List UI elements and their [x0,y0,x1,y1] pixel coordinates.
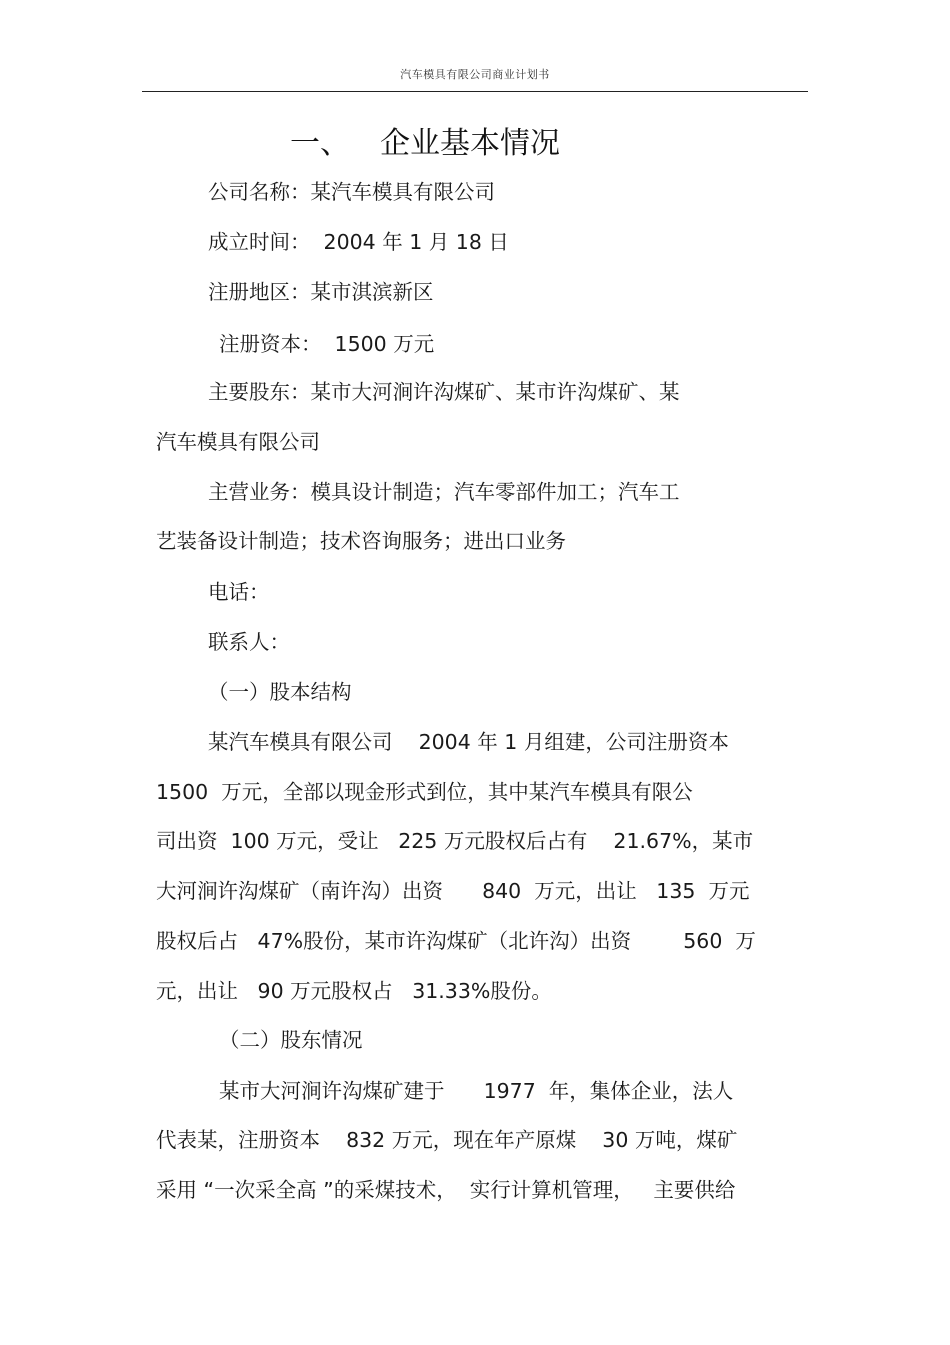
header-divider [142,91,808,92]
shareholders-paragraph-line: 某市大河涧许沟煤矿建于 1977 年，集体企业，法人 [219,1079,734,1103]
company-name-line: 公司名称：某汽车模具有限公司 [208,180,495,204]
shareholders-paragraph-line: 代表某，注册资本 832 万元，现在年产原煤 30 万吨，煤矿 [156,1128,738,1152]
contact-line: 联系人： [208,630,290,654]
shareholders-paragraph-line: 采用 “一次采全高 ”的采煤技术， 实行计算机管理， 主要供给 [156,1178,736,1202]
equity-heading: （一）股本结构 [208,680,352,704]
running-header: 汽车模具有限公司商业计划书 [400,68,550,81]
business-line-2: 艺装备设计制造；技术咨询服务；进出口业务 [156,529,566,553]
phone-line: 电话： [208,580,270,604]
shareholders-heading: （二）股东情况 [219,1028,363,1052]
region-line: 注册地区：某市淇滨新区 [208,280,434,304]
equity-paragraph-line: 股权后占 47%股份，某市许沟煤矿（北许沟）出资 560 万 [156,929,756,953]
capital-line: 注册资本： 1500 万元 [219,332,435,356]
equity-paragraph-line: 大河涧许沟煤矿（南许沟）出资 840 万元，出让 135 万元 [156,879,750,903]
equity-paragraph-line: 某汽车模具有限公司 2004 年 1 月组建，公司注册资本 [208,730,729,754]
founded-line: 成立时间： 2004 年 1 月 18 日 [208,230,509,254]
section-number: 一、 [290,126,350,161]
business-line-1: 主营业务：模具设计制造；汽车零部件加工；汽车工 [208,480,680,504]
shareholders-line-1: 主要股东：某市大河涧许沟煤矿、某市许沟煤矿、某 [208,380,680,404]
equity-paragraph-line: 1500 万元，全部以现金形式到位，其中某汽车模具有限公 [156,780,693,804]
section-title: 企业基本情况 [380,126,560,161]
equity-paragraph-line: 元，出让 90 万元股权占 31.33%股份。 [156,979,552,1003]
equity-paragraph-line: 司出资 100 万元，受让 225 万元股权后占有 21.67%，某市 [156,829,754,853]
shareholders-line-2: 汽车模具有限公司 [156,430,320,454]
